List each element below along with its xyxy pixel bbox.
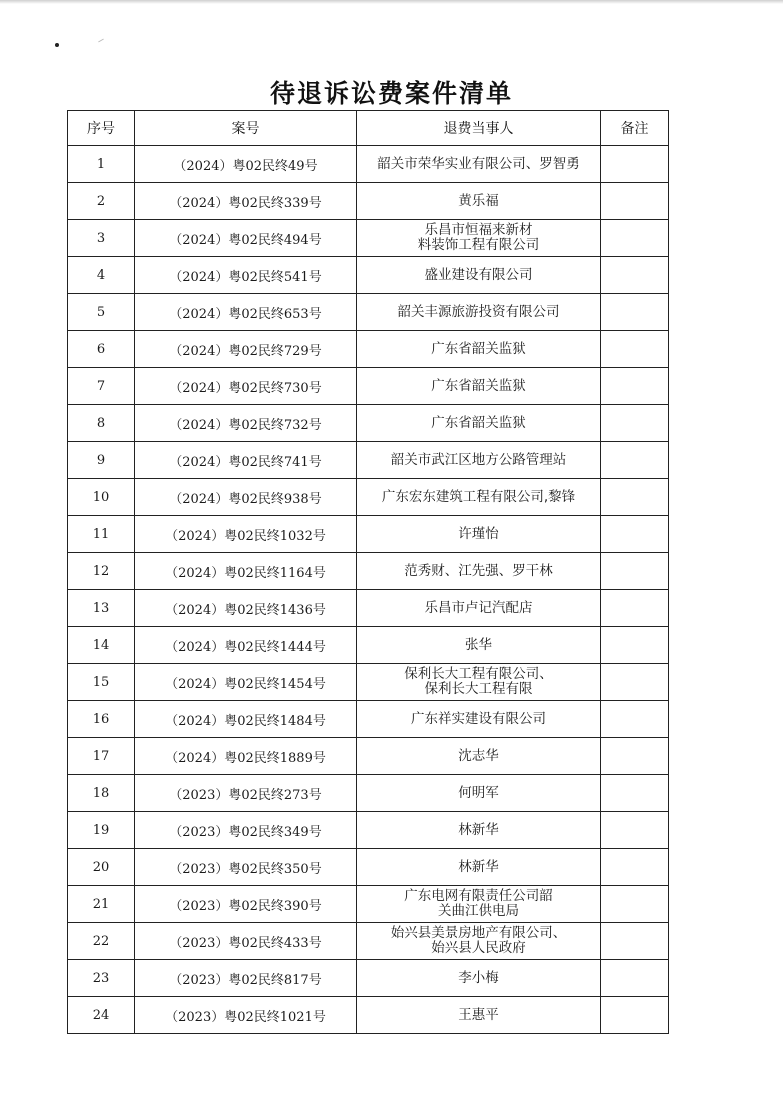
row-case-no: （2023）粤02民终1021号 (135, 997, 357, 1034)
row-case-no: （2024）粤02民终732号 (135, 405, 357, 442)
row-index: 3 (68, 220, 135, 257)
row-index: 15 (68, 664, 135, 701)
table-row (68, 479, 669, 516)
table-header-row (68, 111, 669, 146)
row-party: 盛业建设有限公司 (357, 257, 601, 294)
row-index: 12 (68, 553, 135, 590)
scan-speck (55, 43, 59, 47)
row-index: 1 (68, 146, 135, 183)
row-index: 17 (68, 738, 135, 775)
row-remark (601, 553, 669, 590)
row-party: 乐昌市恒福来新材 料装饰工程有限公司 (357, 220, 601, 257)
row-party: 广东电网有限责任公司韶 关曲江供电局 (357, 886, 601, 923)
row-party: 保利长大工程有限公司、 保利长大工程有限 (357, 664, 601, 701)
row-remark (601, 146, 669, 183)
row-remark (601, 701, 669, 738)
table-row (68, 590, 669, 627)
row-party: 韶关市武江区地方公路管理站 (357, 442, 601, 479)
row-index: 8 (68, 405, 135, 442)
row-remark (601, 886, 669, 923)
table-row (68, 627, 669, 664)
table-row (68, 997, 669, 1034)
table-row (68, 701, 669, 738)
row-remark (601, 960, 669, 997)
row-remark (601, 183, 669, 220)
row-index: 11 (68, 516, 135, 553)
row-case-no: （2024）粤02民终1164号 (135, 553, 357, 590)
row-party: 始兴县美景房地产有限公司、 始兴县人民政府 (357, 923, 601, 960)
row-remark (601, 220, 669, 257)
row-index: 13 (68, 590, 135, 627)
table-row (68, 960, 669, 997)
row-case-no: （2024）粤02民终49号 (135, 146, 357, 183)
scan-edge (0, 0, 783, 4)
row-remark (601, 849, 669, 886)
row-remark (601, 442, 669, 479)
row-index: 5 (68, 294, 135, 331)
table-row (68, 775, 669, 812)
row-index: 2 (68, 183, 135, 220)
row-remark (601, 516, 669, 553)
scan-speck (98, 39, 104, 43)
row-case-no: （2024）粤02民终653号 (135, 294, 357, 331)
table-row (68, 553, 669, 590)
row-case-no: （2024）粤02民终938号 (135, 479, 357, 516)
row-party: 李小梅 (357, 960, 601, 997)
row-party: 黄乐福 (357, 183, 601, 220)
table-body (68, 146, 669, 1034)
row-index: 21 (68, 886, 135, 923)
row-remark (601, 923, 669, 960)
row-remark (601, 590, 669, 627)
table-row (68, 442, 669, 479)
row-case-no: （2024）粤02民终1444号 (135, 627, 357, 664)
row-case-no: （2023）粤02民终273号 (135, 775, 357, 812)
row-remark (601, 331, 669, 368)
table-row (68, 849, 669, 886)
row-index: 10 (68, 479, 135, 516)
row-party: 广东省韶关监狱 (357, 368, 601, 405)
table-row (68, 368, 669, 405)
row-index: 24 (68, 997, 135, 1034)
row-party: 林新华 (357, 812, 601, 849)
row-party: 韶关丰源旅游投资有限公司 (357, 294, 601, 331)
row-case-no: （2024）粤02民终339号 (135, 183, 357, 220)
row-index: 16 (68, 701, 135, 738)
column-header-case-no: 案号 (135, 111, 357, 146)
column-header-party: 退费当事人 (357, 111, 601, 146)
row-case-no: （2024）粤02民终730号 (135, 368, 357, 405)
row-index: 14 (68, 627, 135, 664)
row-remark (601, 368, 669, 405)
row-party: 许瑾怡 (357, 516, 601, 553)
row-remark (601, 257, 669, 294)
row-case-no: （2024）粤02民终1436号 (135, 590, 357, 627)
row-case-no: （2024）粤02民终1454号 (135, 664, 357, 701)
page-title: 待退诉讼费案件清单 (269, 79, 513, 108)
row-case-no: （2023）粤02民终390号 (135, 886, 357, 923)
table-row (68, 405, 669, 442)
row-remark (601, 294, 669, 331)
row-case-no: （2023）粤02民终433号 (135, 923, 357, 960)
table-row (68, 183, 669, 220)
row-case-no: （2023）粤02民终817号 (135, 960, 357, 997)
row-party: 广东省韶关监狱 (357, 331, 601, 368)
table-row (68, 220, 669, 257)
table-row (68, 738, 669, 775)
row-remark (601, 479, 669, 516)
row-party: 韶关市荣华实业有限公司、罗智勇 (357, 146, 601, 183)
table-row (68, 812, 669, 849)
row-case-no: （2023）粤02民终350号 (135, 849, 357, 886)
row-index: 4 (68, 257, 135, 294)
row-case-no: （2024）粤02民终741号 (135, 442, 357, 479)
row-case-no: （2024）粤02民终1032号 (135, 516, 357, 553)
row-index: 7 (68, 368, 135, 405)
row-party: 林新华 (357, 849, 601, 886)
row-party: 乐昌市卢记汽配店 (357, 590, 601, 627)
row-index: 22 (68, 923, 135, 960)
row-case-no: （2024）粤02民终729号 (135, 331, 357, 368)
row-remark (601, 738, 669, 775)
row-party: 王惠平 (357, 997, 601, 1034)
row-party: 广东祥实建设有限公司 (357, 701, 601, 738)
table-row (68, 146, 669, 183)
row-party: 范秀财、江先强、罗干林 (357, 553, 601, 590)
table-row (68, 886, 669, 923)
row-case-no: （2023）粤02民终349号 (135, 812, 357, 849)
table-row (68, 923, 669, 960)
row-index: 20 (68, 849, 135, 886)
row-index: 6 (68, 331, 135, 368)
row-party: 张华 (357, 627, 601, 664)
row-party: 沈志华 (357, 738, 601, 775)
row-remark (601, 775, 669, 812)
row-remark (601, 997, 669, 1034)
case-table (67, 110, 669, 1034)
column-header-index: 序号 (68, 111, 135, 146)
table-row (68, 294, 669, 331)
row-remark (601, 405, 669, 442)
row-case-no: （2024）粤02民终541号 (135, 257, 357, 294)
row-remark (601, 664, 669, 701)
row-index: 23 (68, 960, 135, 997)
row-party: 何明军 (357, 775, 601, 812)
row-party: 广东省韶关监狱 (357, 405, 601, 442)
row-party: 广东宏东建筑工程有限公司,黎锋 (357, 479, 601, 516)
column-header-remark: 备注 (601, 111, 669, 146)
row-index: 18 (68, 775, 135, 812)
row-case-no: （2024）粤02民终494号 (135, 220, 357, 257)
table-row (68, 664, 669, 701)
table-row (68, 257, 669, 294)
row-index: 19 (68, 812, 135, 849)
table-row (68, 516, 669, 553)
row-case-no: （2024）粤02民终1484号 (135, 701, 357, 738)
row-index: 9 (68, 442, 135, 479)
row-remark (601, 627, 669, 664)
row-remark (601, 812, 669, 849)
row-case-no: （2024）粤02民终1889号 (135, 738, 357, 775)
table-row (68, 331, 669, 368)
